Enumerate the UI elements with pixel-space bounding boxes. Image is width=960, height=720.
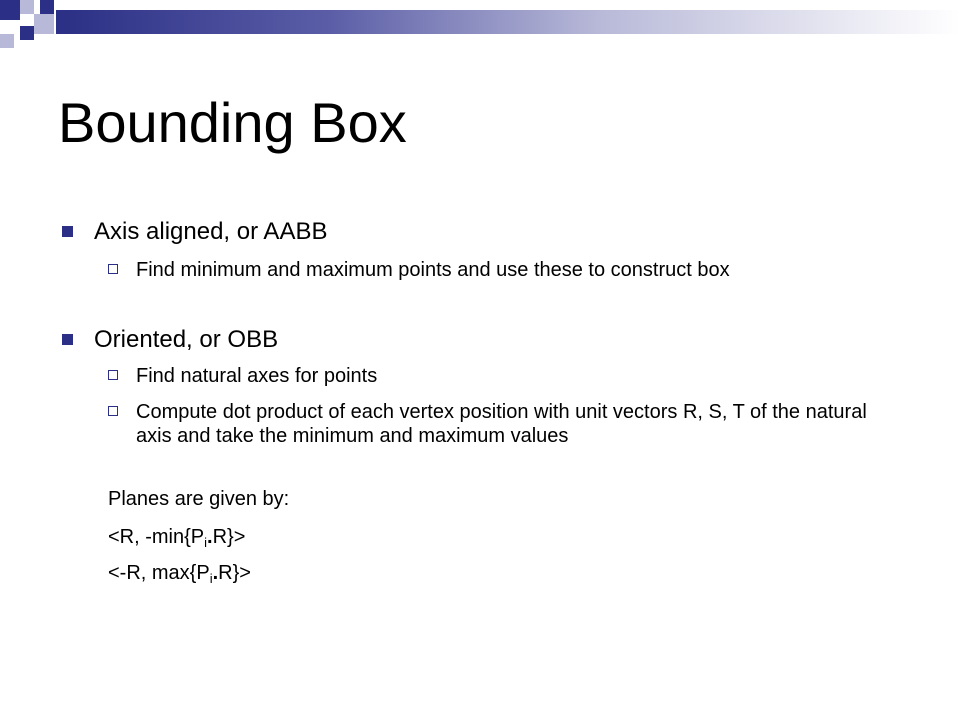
corner-square-6 bbox=[40, 0, 54, 14]
plane2-post: R}> bbox=[218, 562, 251, 584]
bullet-square-icon bbox=[62, 334, 73, 345]
plane2-pre: <-R, max{P bbox=[108, 562, 210, 584]
bullet-obb bbox=[62, 326, 942, 354]
plane1-dot: . bbox=[207, 526, 213, 548]
plane1-sub: i bbox=[204, 535, 208, 550]
slide-title: Bounding Box bbox=[58, 91, 407, 154]
bullet-label: Axis aligned, or AABB bbox=[94, 218, 328, 245]
plane2-dot: . bbox=[212, 562, 219, 584]
plane1-pre: <R, -min{P bbox=[108, 526, 205, 548]
sub-bullet-label: Compute dot product of each vertex position with unit vectors R, S, T of the natural axis and take the minimum and maximum values bbox=[136, 401, 867, 447]
corner-square-1 bbox=[0, 0, 20, 20]
corner-square-2 bbox=[20, 0, 34, 14]
sub-bullet-aabb-1 bbox=[108, 258, 908, 282]
planes-label: Planes are given by: bbox=[108, 488, 290, 510]
plane-equation-1 bbox=[108, 526, 245, 550]
sub-bullet-obb-1 bbox=[108, 364, 908, 388]
bullet-square-icon bbox=[62, 226, 73, 237]
plane2-sub: i bbox=[209, 571, 213, 586]
hollow-square-icon bbox=[108, 406, 118, 416]
corner-square-5 bbox=[0, 34, 14, 48]
plane1-post: R}> bbox=[212, 526, 246, 548]
hollow-square-icon bbox=[108, 370, 118, 380]
bullet-label: Oriented, or OBB bbox=[94, 326, 279, 353]
sub-bullet-label: Find minimum and maximum points and use these to construct box bbox=[136, 259, 730, 281]
sub-bullet-label: Find natural axes for points bbox=[136, 365, 378, 387]
bullet-aabb bbox=[62, 218, 942, 246]
hollow-square-icon bbox=[108, 264, 118, 274]
corner-square-3 bbox=[34, 14, 54, 34]
header-gradient-bar bbox=[56, 10, 960, 34]
sub-bullet-obb-2 bbox=[108, 400, 888, 448]
plane-equation-2 bbox=[108, 562, 251, 586]
corner-square-4 bbox=[20, 26, 34, 40]
